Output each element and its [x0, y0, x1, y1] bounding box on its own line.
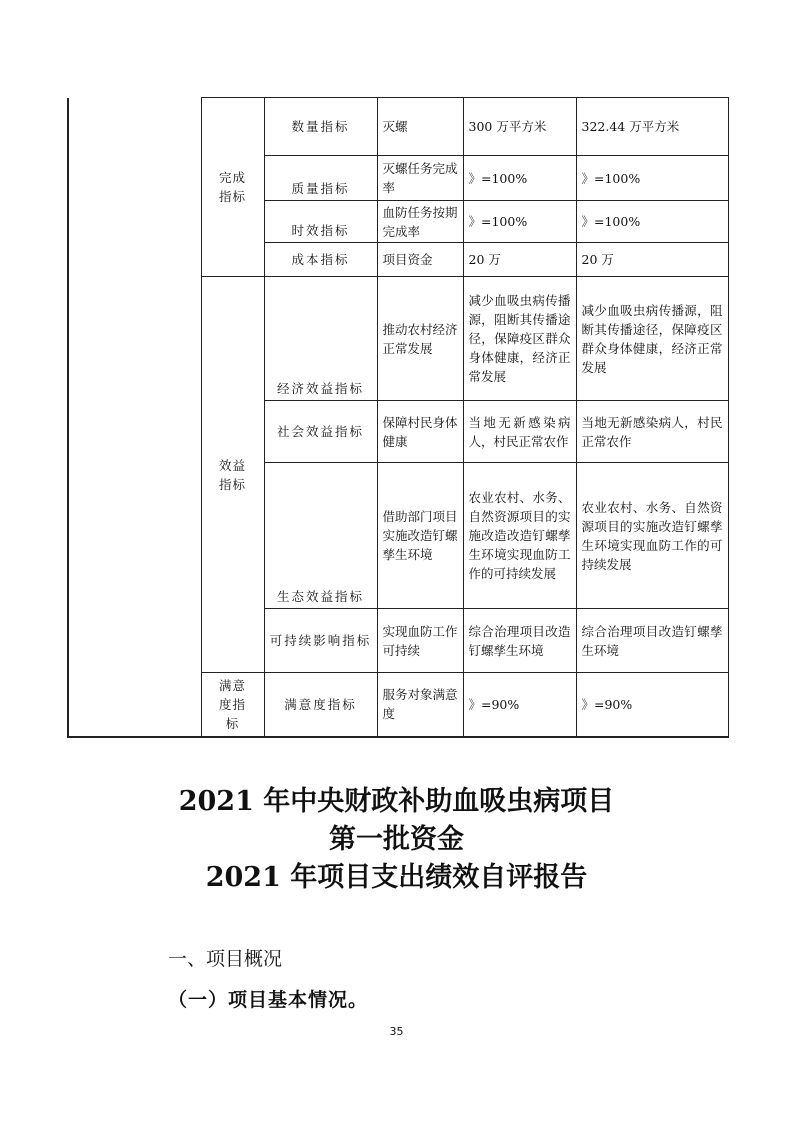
report-title-line-3: 2021 年项目支出绩效自评报告 — [205, 862, 588, 893]
sub-indicator: 成本指标 — [264, 243, 377, 277]
indicator: 项目资金 — [377, 243, 463, 277]
actual-value: 20 万 — [576, 243, 728, 277]
section-heading: 一、项目概况 — [168, 948, 283, 970]
sub-indicator: 社会效益指标 — [264, 401, 377, 463]
actual-value: 当地无新感染病人，村民正常农作 — [576, 401, 728, 463]
target-value: 当地无新感染病人，村民正常农作 — [463, 401, 576, 463]
actual-value: 减少血吸虫病传播源，阻断其传播途径，保障疫区群众身体健康，经济正常发展 — [576, 277, 728, 401]
category-satisfaction: 满意 度指 标 — [201, 673, 264, 737]
target-value: 农业农村、水务、自然资源项目的实施改造改造钉螺孳生环境实现血防工作的可持续发展 — [463, 463, 576, 609]
indicator: 灭螺任务完成率 — [377, 156, 463, 201]
target-value: 综合治理项目改造钉螺孳生环境 — [463, 609, 576, 673]
sub-indicator: 生态效益指标 — [264, 463, 377, 609]
target-value: 减少血吸虫病传播源，阻断其传播途径，保障疫区群众身体健康，经济正常发展 — [463, 277, 576, 401]
report-title-line-1: 2021 年中央财政补助血吸虫病项目 — [178, 786, 615, 817]
sub-indicator: 时效指标 — [264, 201, 377, 243]
target-value: 》=90% — [463, 673, 576, 737]
table-row — [68, 98, 728, 156]
indicator: 服务对象满意度 — [377, 673, 463, 737]
sub-indicator: 可持续影响指标 — [264, 609, 377, 673]
category-benefit: 效益 指标 — [201, 277, 264, 673]
page-number: 35 — [389, 1025, 404, 1038]
sub-indicator: 满意度指标 — [264, 673, 377, 737]
actual-value: 农业农村、水务、自然资源项目的实施改造钉螺孳生环境实现血防工作的可持续发展 — [576, 463, 728, 609]
indicator: 推动农村经济正常发展 — [377, 277, 463, 401]
actual-value: 》=90% — [576, 673, 728, 737]
indicator: 实现血防工作可持续 — [377, 609, 463, 673]
target-value: 300 万平方米 — [463, 98, 576, 156]
target-value: 》=100% — [463, 156, 576, 201]
subsection-heading: （一）项目基本情况。 — [168, 989, 369, 1011]
sub-indicator: 质量指标 — [264, 156, 377, 201]
actual-value: 322.44 万平方米 — [576, 98, 728, 156]
actual-value: 综合治理项目改造钉螺孳生环境 — [576, 609, 728, 673]
sub-indicator: 数量指标 — [264, 98, 377, 156]
target-value: 20 万 — [463, 243, 576, 277]
indicator: 血防任务按期完成率 — [377, 201, 463, 243]
report-title-line-2: 第一批资金 — [329, 824, 464, 855]
indicator: 保障村民身体健康 — [377, 401, 463, 463]
performance-indicator-table — [67, 97, 729, 738]
target-value: 》=100% — [463, 201, 576, 243]
indicator: 灭螺 — [377, 98, 463, 156]
indicator: 借助部门项目实施改造钉螺孳生环境 — [377, 463, 463, 609]
actual-value: 》=100% — [576, 201, 728, 243]
actual-value: 》=100% — [576, 156, 728, 201]
blank-left-column — [68, 98, 201, 737]
sub-indicator: 经济效益指标 — [264, 277, 377, 401]
category-completion: 完成 指标 — [201, 98, 264, 277]
